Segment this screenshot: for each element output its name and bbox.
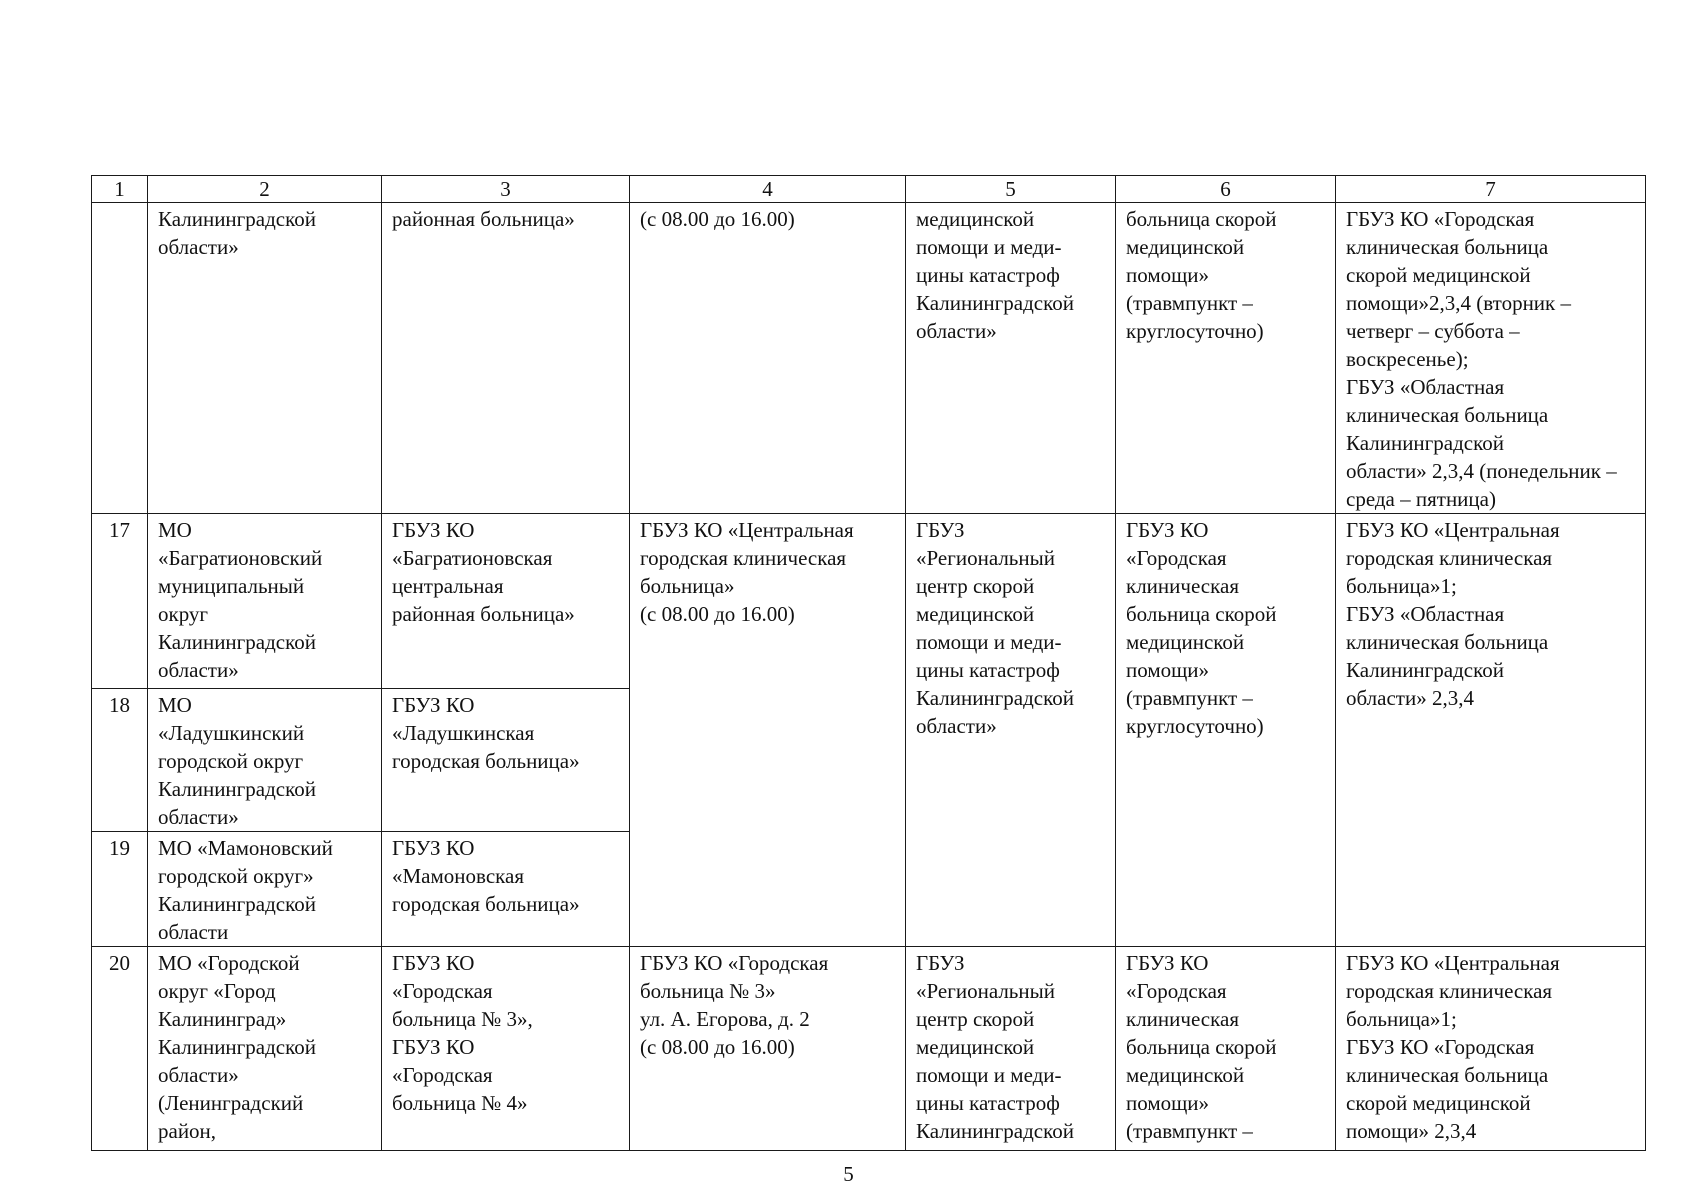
column-header: 6: [1116, 176, 1336, 203]
municipality-cell: МО «Багратионовский муниципальный округ Калининградской области»: [148, 514, 382, 689]
row-number: 19: [92, 832, 148, 947]
hospital-cell: ГБУЗ КО «Мамоновская городская больница»: [382, 832, 630, 947]
referral-cell: ГБУЗ КО «Городская клиническая больница скорой медицинской помощи»2,3,4 (вторник – четверг – суббота – воскресенье); ГБУЗ «Областная клиническая больница Калининградской области» 2,3,4 (понедельник – среда – пятница): [1336, 203, 1646, 514]
table-row: [92, 947, 1646, 1151]
table-row: [92, 203, 1646, 514]
emergency-center-cell: ГБУЗ «Региональный центр скорой медицинской помощи и меди- цины катастроф Калининградской области»: [906, 514, 1116, 947]
row-number: 20: [92, 947, 148, 1151]
row-number: [92, 203, 148, 514]
emergency-center-cell: ГБУЗ «Региональный центр скорой медицинской помощи и меди- цины катастроф Калининградской: [906, 947, 1116, 1151]
referral-cell: ГБУЗ КО «Центральная городская клиническая больница»1; ГБУЗ КО «Городская клиническая больница скорой медицинской помощи» 2,3,4: [1336, 947, 1646, 1151]
municipality-cell: Калининградской области»: [148, 203, 382, 514]
hospital-cell: ГБУЗ КО «Багратионовская центральная районная больница»: [382, 514, 630, 689]
trauma-cell: больница скорой медицинской помощи» (травмпункт – круглосуточно): [1116, 203, 1336, 514]
table-row: [92, 514, 1646, 689]
column-header: 1: [92, 176, 148, 203]
municipality-cell: МО «Ладушкинский городской округ Калининградской области»: [148, 689, 382, 832]
table-header-row: [92, 176, 1646, 203]
schedule-cell: ГБУЗ КО «Городская больница № 3» ул. А. Егорова, д. 2 (с 08.00 до 16.00): [630, 947, 906, 1151]
trauma-cell: ГБУЗ КО «Городская клиническая больница скорой медицинской помощи» (травмпункт – круглосуточно): [1116, 514, 1336, 947]
schedule-cell: (с 08.00 до 16.00): [630, 203, 906, 514]
column-header: 3: [382, 176, 630, 203]
hospital-cell: районная больница»: [382, 203, 630, 514]
hospital-cell: ГБУЗ КО «Ладушкинская городская больница»: [382, 689, 630, 832]
page-number: 5: [843, 1162, 854, 1186]
row-number: 17: [92, 514, 148, 689]
column-header: 4: [630, 176, 906, 203]
municipality-cell: МО «Городской округ «Город Калининград» Калининградской области» (Ленинградский район,: [148, 947, 382, 1151]
column-header: 5: [906, 176, 1116, 203]
column-header: 7: [1336, 176, 1646, 203]
trauma-cell: ГБУЗ КО «Городская клиническая больница скорой медицинской помощи» (травмпункт –: [1116, 947, 1336, 1151]
row-number: 18: [92, 689, 148, 832]
facility-table: [91, 175, 1646, 1151]
emergency-center-cell: медицинской помощи и меди- цины катастроф Калининградской области»: [906, 203, 1116, 514]
municipality-cell: МО «Мамоновский городской округ» Калининградской области: [148, 832, 382, 947]
hospital-cell: ГБУЗ КО «Городская больница № 3», ГБУЗ КО «Городская больница № 4»: [382, 947, 630, 1151]
schedule-cell: ГБУЗ КО «Центральная городская клиническая больница» (с 08.00 до 16.00): [630, 514, 906, 947]
referral-cell: ГБУЗ КО «Центральная городская клиническая больница»1; ГБУЗ «Областная клиническая больница Калининградской области» 2,3,4: [1336, 514, 1646, 947]
column-header: 2: [148, 176, 382, 203]
